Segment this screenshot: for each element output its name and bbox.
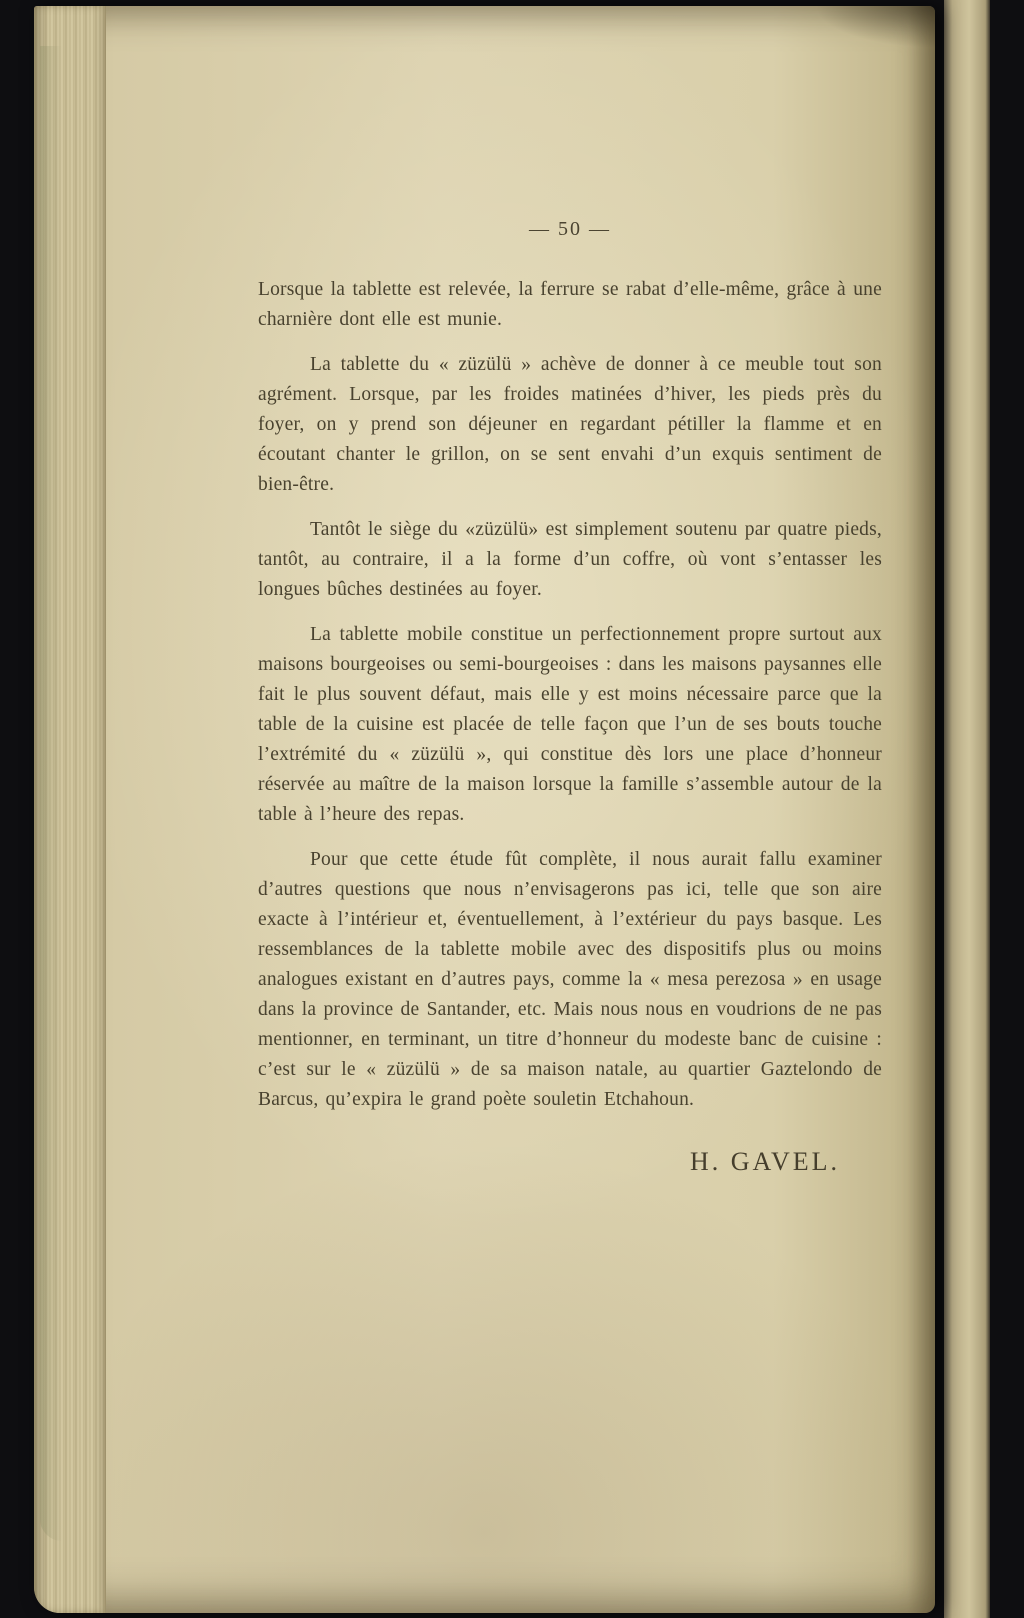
corner-shadow (815, 6, 935, 48)
paragraph: La tablette mobile constitue un perfectionnement propre surtout aux maisons bourgeoises ou semi-bourgeoises : dans les maisons paysannes elle fait le plus souvent défaut, mais elle y est moins nécessaire parce que la table de la cuisine est placée de telle façon que l’un de ses bouts touche l’extrémité du « züzülü », qui constitue dès lors une place d’honneur réservée au maître de la maison lorsque la famille s’assemble autour de la table à l’heure des repas. (258, 624, 882, 825)
paragraph: Lorsque la tablette est relevée, la ferrure se rabat d’elle-même, grâce à une charnière dont elle est munie. (258, 279, 882, 330)
page-number: — 50 — (529, 218, 611, 240)
page-edges-tint (40, 46, 62, 1541)
book-page (34, 6, 935, 1613)
adjacent-page-edge (944, 0, 990, 1618)
author-signature: H. GAVEL. (689, 1147, 840, 1176)
paragraph: Tantôt le siège du «züzülü» est simplement soutenu par quatre pieds, tantôt, au contraire, il a la forme d’un coffre, où vont s’entasser les longues bûches destinées au foyer. (258, 519, 882, 600)
paragraph: La tablette du « züzülü » achève de donner à ce meuble tout son agrément. Lorsque, par les froides matinées d’hiver, les pieds près du foyer, on y prend son déjeuner en regardant pétiller la flamme et en écoutant chanter le grillon, on se sent envahi d’un exquis sentiment de bien-être. (258, 354, 882, 495)
printed-content (258, 218, 882, 1177)
paragraph: Pour que cette étude fût complète, il nous aurait fallu examiner d’autres questions que nous n’envisagerons pas ici, telle que son aire exacte à l’intérieur et, éventuellement, à l’extérieur du pays basque. Les ressemblances de la tablette mobile avec des dispositifs plus ou moins analogues existant en d’autres pays, comme la « mesa perezosa » en usage dans la province de Santander, etc. Mais nous nous en voudrions de ne pas mentionner, en terminant, un titre d’honneur du modeste banc de cuisine : c’est sur le « züzülü » de sa maison natale, au quartier Gaztelondo de Barcus, qu’expira le grand poète souletin Etchahoun. (258, 849, 882, 1110)
text-block (258, 275, 882, 1115)
